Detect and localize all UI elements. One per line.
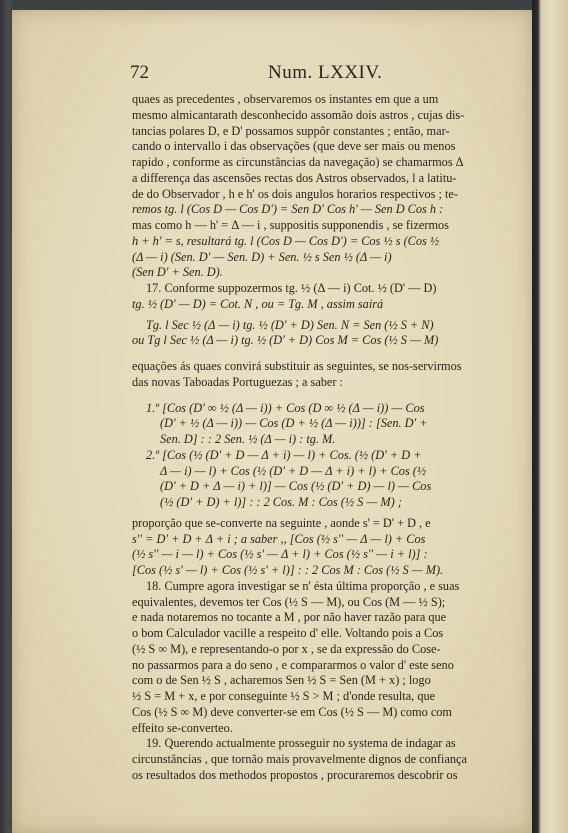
text-line: com o de Sen ½ S , acharemos Sen ½ S = Sen (M + x) ; logo xyxy=(132,673,431,688)
text-line: o bom Calculador vacille a respeito d' elle. Voltando pois a Cos xyxy=(132,626,444,640)
text-line: mesmo almicantarath desconhecido assomão dois astros , cujas dis- xyxy=(132,107,465,122)
formula-line: (Δ — i) (Sen. D' — Sen. D) + Sen. ½ s Sen ½ (Δ — i) xyxy=(132,249,392,264)
formula-line: (½ s'' — i — l) + Cos (½ s' — Δ + l) + Cos (½ s'' — i + l)] : xyxy=(132,547,428,562)
formula-1-line: Sen. D] : : 2 Sen. ½ (Δ — i) : tg. M. xyxy=(160,432,336,446)
formula-line: [Cos (½ s' — l) + Cos (½ s' + l)] : : 2 Cos M : Cos (½ S — M). xyxy=(132,563,444,577)
formula-2-line: (D' + D + Δ — i) + l)] — Cos (½ (D' + D) — l) — Cos xyxy=(160,479,432,494)
formula-2-line: Δ — i) — l) + Cos (½ (D' + D — Δ + i) + l) + Cos (½ xyxy=(160,463,427,478)
text-line: rapido , conforme as circunstâncias da navegação) se chamarmos Δ xyxy=(132,155,464,169)
text-line: quaes as precedentes , observaremos os instantes em que a um xyxy=(132,92,439,106)
page-body xyxy=(132,92,520,784)
text-line: e nada notaremos no tocante a M , por não haver razão para que xyxy=(132,610,447,625)
text-line: (½ S ∞ M), e representando-o por x , se da expressão do Cose- xyxy=(132,641,441,656)
text-line: mas como h — h' = Δ — i , suppositis supponendis , se fizermos xyxy=(132,218,449,232)
paragraph-19-start: 19. Querendo actualmente prosseguir no systema de indagar as xyxy=(146,736,456,751)
text-line: equivalentes, devemos ter Cos (½ S — M), ou Cos (M — ½ S); xyxy=(132,594,446,609)
formula-2-line: 2.º [Cos (½ (D' + D — Δ + i) — l) + Cos. (½ (D' + D + xyxy=(146,447,422,462)
text-line: ½ S = M + x, e por conseguinte ½ S > M ; d'onde resulta, que xyxy=(132,689,436,703)
text-line: das novas Taboadas Portuguezas ; a saber : xyxy=(132,374,343,389)
formula-line: h + h' = s, resultará tg. l (Cos D — Cos D') = Cos ½ s (Cos ½ xyxy=(132,233,440,248)
text-line: Cos (½ S ∞ M) deve converter-se em Cos (½ S — M) como com xyxy=(132,704,452,719)
page-header xyxy=(120,62,520,86)
formula-line: s'' = D' + D + Δ + i ; a saber ,, [Cos (½ s'' — Δ — l) + Cos xyxy=(132,531,426,546)
page-number: 72 xyxy=(130,62,149,83)
equation-1: Tg. l Sec ½ (Δ — i) tg. ½ (D' + D) Sen. N = Sen (½ S + N) xyxy=(146,317,434,332)
text-line: tancias polares D, e D' possamos suppôr constantes ; então, mar- xyxy=(132,123,450,138)
formula-line: remos tg. l (Cos D — Cos D') = Sen D' Cos h' — Sen D Cos h : xyxy=(132,202,444,217)
text-line: effeito se-converteo. xyxy=(132,720,233,735)
text-line: de do Observador , h e h' os dois angulos horarios respectivos ; te- xyxy=(132,186,458,201)
equation-2: ou Tg l Sec ½ (Δ — i) tg. ½ (D' + D) Cos M = Cos (½ S — M) xyxy=(132,333,439,348)
page-title: Num. LXXIV. xyxy=(268,62,383,83)
text-line: circunstâncias , que tornão mais provavelmente dignos de confiança xyxy=(132,752,467,766)
paragraph-17-start: 17. Conforme suppozermos tg. ½ (Δ — i) Cot. ½ (D' — D) xyxy=(146,281,437,295)
text-line: a differença das ascensões rectas dos Astros observados, l a latitu- xyxy=(132,170,457,185)
formula-2-line: (½ (D' + D) + l)] : : 2 Cos. M : Cos (½ S — M) ; xyxy=(160,495,402,509)
paragraph-18-start: 18. Cumpre agora investigar se n' ésta última proporção , e suas xyxy=(146,578,460,593)
formula-line: tg. ½ (D' — D) = Cot. N , ou = Tg. M , assim sairá xyxy=(132,296,384,311)
text-line: equações ás quaes convirá substituir as seguintes, se nos-servirmos xyxy=(132,359,462,373)
formula-1-line: (D' + ½ (Δ — i)) — Cos (D + ½ (Δ — i))] : [Sen. D' + xyxy=(160,416,428,431)
formula-1-line: 1.º [Cos (D' ∞ ½ (Δ — i)) + Cos (D ∞ ½ (Δ — i)) — Cos xyxy=(146,400,425,415)
text-line: proporção que se-converte na seguinte , aonde s' = D' + D , e xyxy=(132,515,431,530)
text-line: os resultados dos methodos propostos , procuraremos descobrir os xyxy=(132,767,458,782)
text-line: cando o intervallo i das observações (que deve ser mais ou menos xyxy=(132,139,456,154)
text-line: no passarmos para a do seno , e compararmos o valor d' este seno xyxy=(132,657,454,672)
formula-line: (Sen D' + Sen. D). xyxy=(132,265,223,280)
book-gutter xyxy=(532,0,568,833)
